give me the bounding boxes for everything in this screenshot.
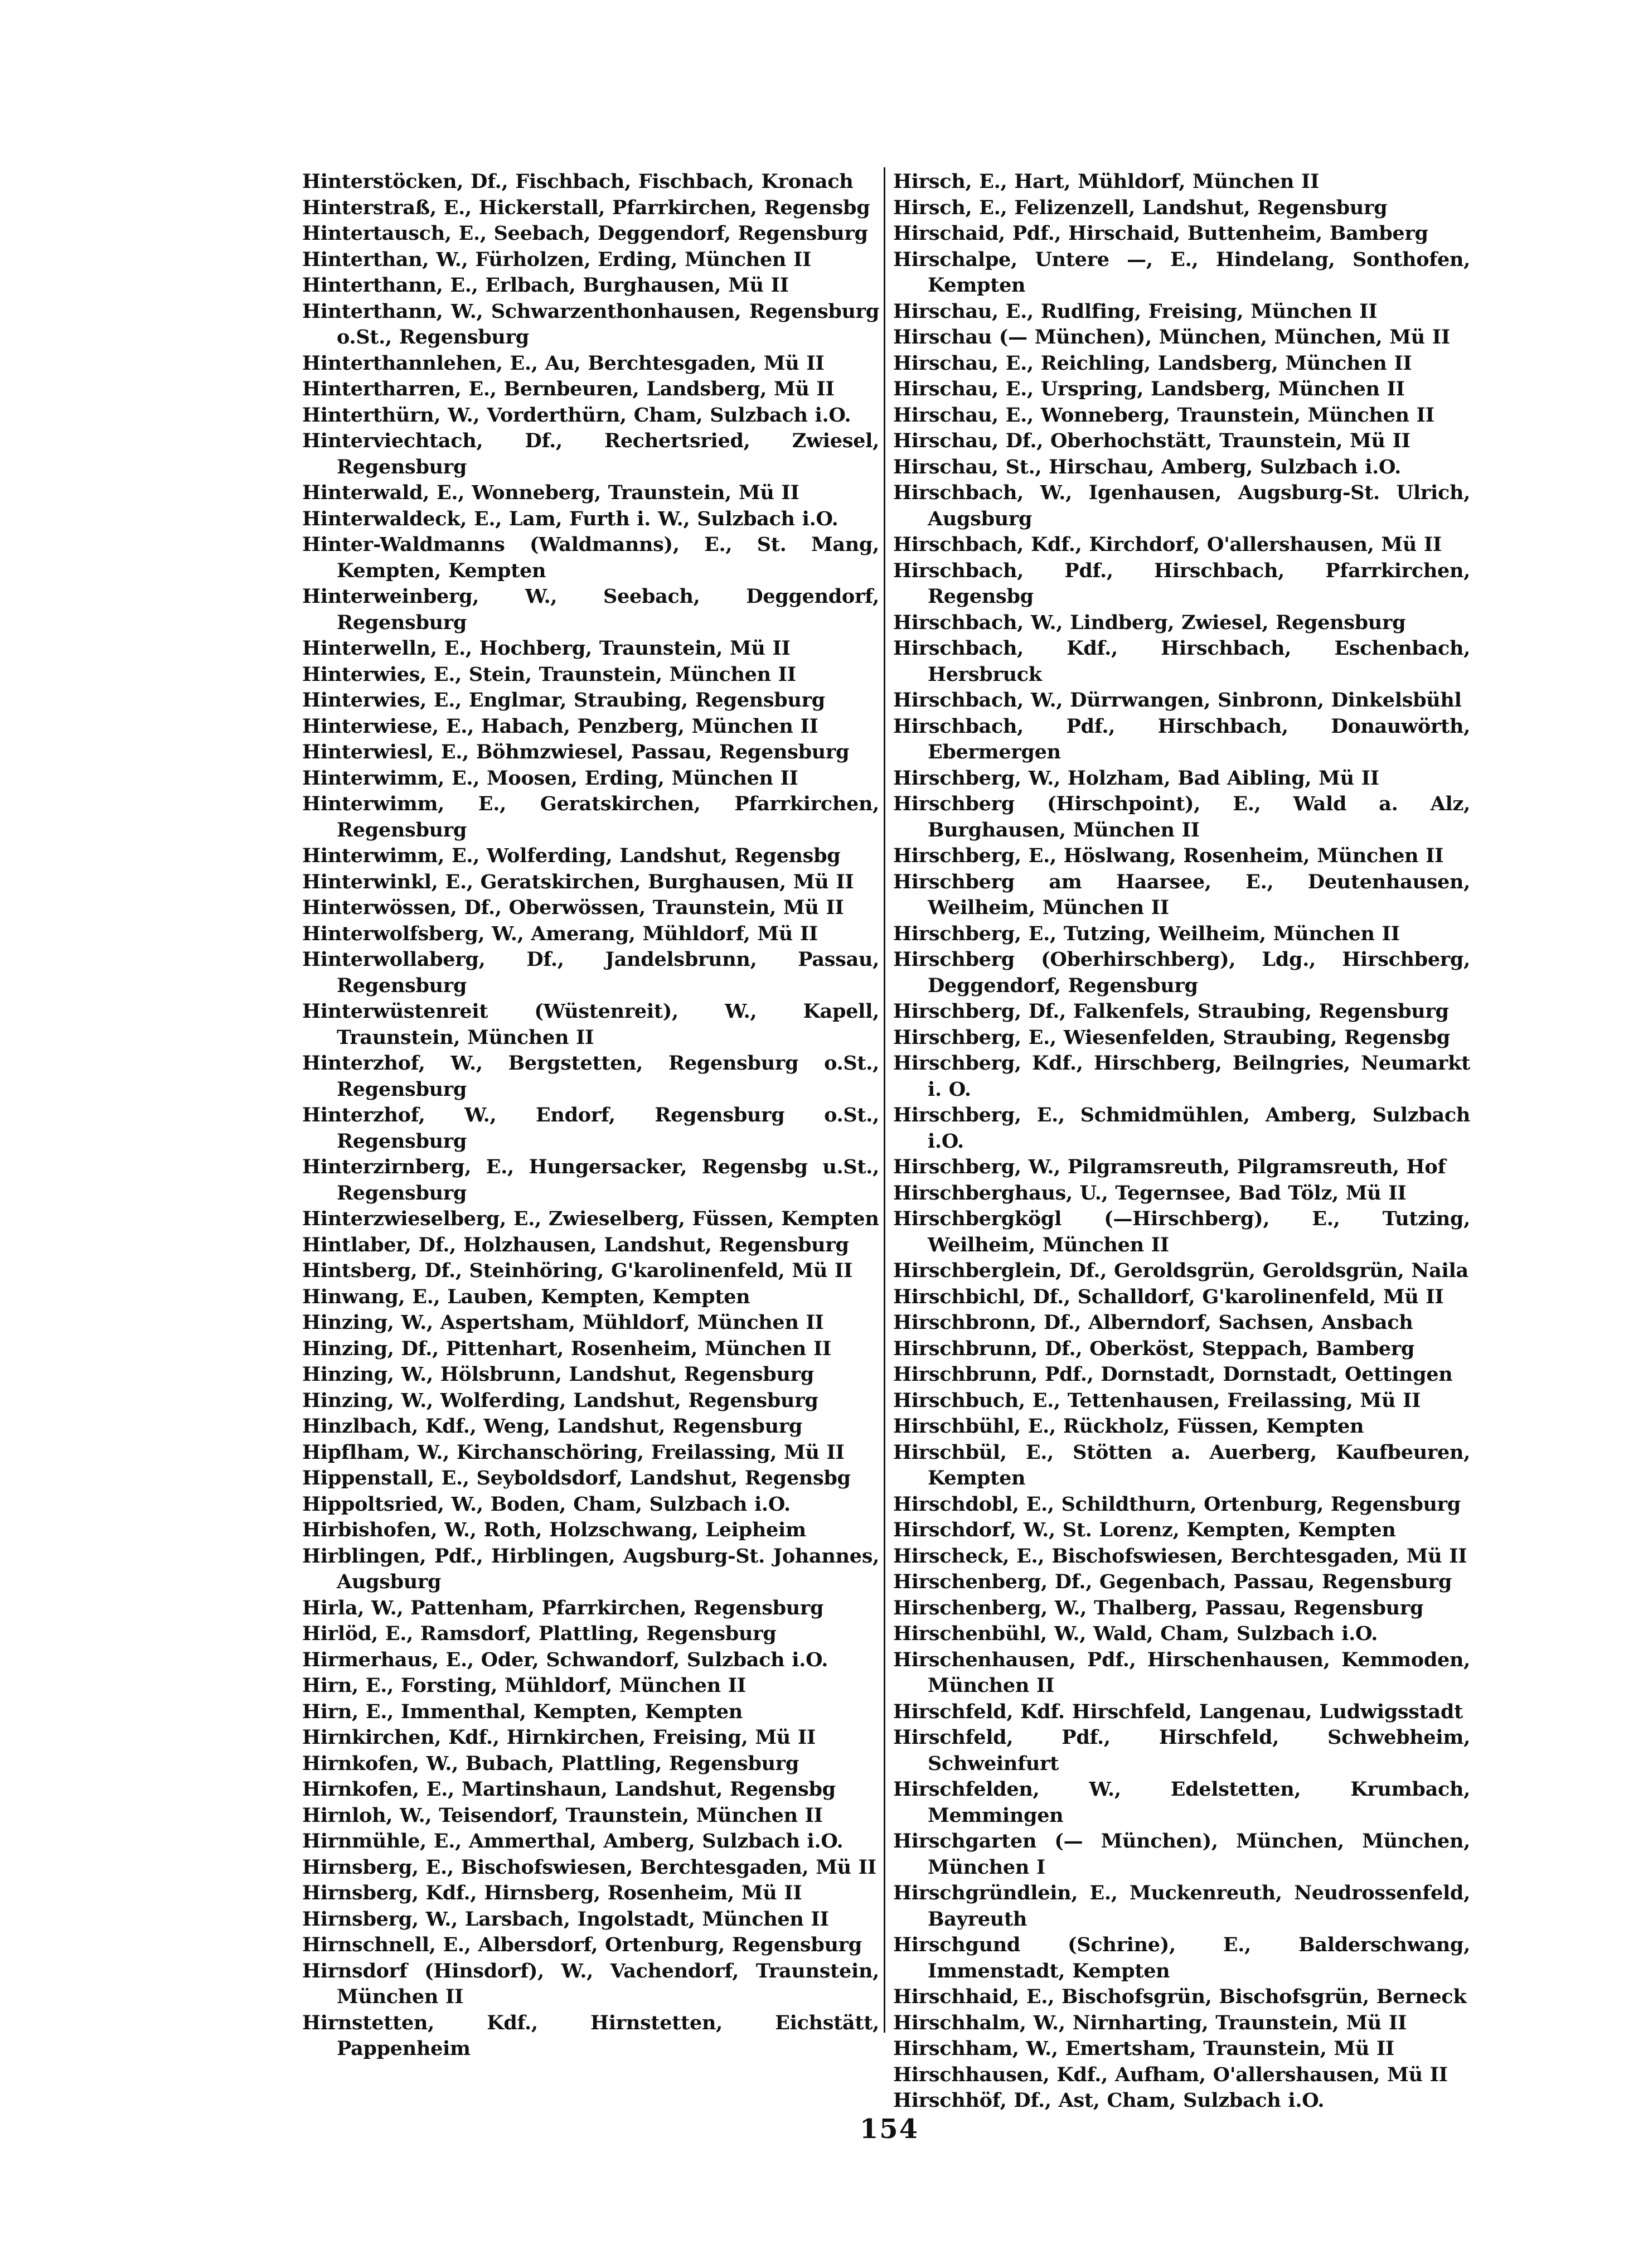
gazetteer-entry: Hirschau, St., Hirschau, Amberg, Sulzbach i.O. [893, 455, 1402, 478]
gazetteer-entry: Hinterzwieselberg, E., Zwieselberg, Füssen, Kempten [302, 1207, 879, 1230]
gazetteer-entry: Hirschdorf, W., St. Lorenz, Kempten, Kempten [893, 1519, 1396, 1541]
gazetteer-entry: Hirschgund (Schrine), E., Balderschwang, Immenstadt, Kempten [893, 1933, 1470, 1982]
gazetteer-entry: Hirnschnell, E., Albersdorf, Ortenburg, Regensburg [302, 1933, 862, 1956]
gazetteer-entry: Hirlöd, E., Ramsdorf, Plattling, Regensburg [302, 1622, 777, 1645]
gazetteer-entry: Hirschenhausen, Pdf., Hirschenhausen, Kemmoden, München II [893, 1648, 1470, 1697]
gazetteer-entry: Hirschau, E., Wonneberg, Traunstein, München II [893, 403, 1434, 427]
gazetteer-entry: Hirschberg, W., Pilgramsreuth, Pilgramsreuth, Hof [893, 1155, 1446, 1178]
gazetteer-entry: Hinterzirnberg, E., Hungersacker, Regensbg u.St., Regensburg [302, 1155, 879, 1205]
gazetteer-entry: Hinterwimm, E., Geratskirchen, Pfarrkirchen, Regensburg [302, 792, 879, 842]
gazetteer-entry: Hirschberg, E., Wiesenfelden, Straubing, Regensbg [893, 1026, 1450, 1049]
gazetteer-entry: Hipflham, W., Kirchanschöring, Freilassing, Mü II [302, 1440, 845, 1464]
gazetteer-entry: Hirnstetten, Kdf., Hirnstetten, Eichstätt, Pappenheim [302, 2011, 879, 2060]
gazetteer-entry: Hirn, E., Immenthal, Kempten, Kempten [302, 1700, 743, 1723]
gazetteer-entry: Hinterwüstenreit (Wüstenreit), W., Kapell, Traunstein, München II [302, 1000, 879, 1049]
gazetteer-entry: Hinterthürn, W., Vorderthürn, Cham, Sulzbach i.O. [302, 403, 851, 427]
gazetteer-entry: Hinzlbach, Kdf., Weng, Landshut, Regensburg [302, 1415, 803, 1438]
gazetteer-entry: Hirschbrunn, Pdf., Dornstadt, Dornstadt, Oettingen [893, 1363, 1453, 1386]
gazetteer-entry: Hirschau, E., Reichling, Landsberg, München II [893, 351, 1412, 375]
gazetteer-entry: Hirschbuch, E., Tettenhausen, Freilassing, Mü II [893, 1389, 1421, 1412]
gazetteer-entry: Hirschbichl, Df., Schalldorf, G'karolinenfeld, Mü II [893, 1285, 1444, 1308]
gazetteer-entry: Hirschenbühl, W., Wald, Cham, Sulzbach i.O. [893, 1622, 1378, 1645]
gazetteer-entry: Hirschbach, Pdf., Hirschbach, Pfarrkirchen, Regensbg [893, 559, 1470, 608]
gazetteer-entry: Hinterwies, E., Englmar, Straubing, Regensburg [302, 689, 825, 712]
gazetteer-entry: Hirschenberg, W., Thalberg, Passau, Regensburg [893, 1596, 1424, 1619]
gazetteer-entry: Hinzing, Df., Pittenhart, Rosenheim, München II [302, 1337, 831, 1360]
gazetteer-entry: Hirnsberg, E., Bischofswiesen, Berchtesgaden, Mü II [302, 1855, 876, 1879]
gazetteer-entry: Hirschberg, E., Schmidmühlen, Amberg, Sulzbach i.O. [893, 1104, 1470, 1153]
gazetteer-entry: Hirblingen, Pdf., Hirblingen, Augsburg-St. Johannes, Augsburg [302, 1544, 879, 1593]
gazetteer-entry: Hinterwimm, E., Moosen, Erding, München II [302, 766, 798, 790]
gazetteer-entry: Hirschhalm, W., Nirnharting, Traunstein, Mü II [893, 2011, 1407, 2034]
gazetteer-entry: Hinterstraß, E., Hickerstall, Pfarrkirchen, Regensbg [302, 196, 870, 219]
gazetteer-entry: Hirschberg, E., Tutzing, Weilheim, München II [893, 922, 1400, 945]
gazetteer-entry: Hirschberg (Hirschpoint), E., Wald a. Alz, Burghausen, München II [893, 792, 1470, 842]
gazetteer-entry: Hinterstöcken, Df., Fischbach, Fischbach, Kronach [302, 170, 854, 193]
gazetteer-entry: Hintlaber, Df., Holzhausen, Landshut, Regensburg [302, 1233, 849, 1256]
gazetteer-entry: Hirschberglein, Df., Geroldsgrün, Geroldsgrün, Naila [893, 1259, 1468, 1282]
gazetteer-entry: Hirschfeld, Pdf., Hirschfeld, Schwebheim, Schweinfurt [893, 1726, 1470, 1775]
gazetteer-entry: Hirnkofen, W., Bubach, Plattling, Regensburg [302, 1752, 799, 1775]
gazetteer-entry: Hirschbach, W., Lindberg, Zwiesel, Regensburg [893, 611, 1406, 634]
gazetteer-entry: Hinterviechtach, Df., Rechertsried, Zwiesel, Regensburg [302, 429, 879, 478]
gazetteer-entry: Hintertharren, E., Bernbeuren, Landsberg, Mü II [302, 378, 835, 400]
gazetteer-entry: Hinterweinberg, W., Seebach, Deggendorf, Regensburg [302, 585, 879, 634]
gazetteer-entry: Hirschau, Df., Oberhochstätt, Traunstein, Mü II [893, 429, 1411, 452]
gazetteer-entry: Hirschberg, E., Höslwang, Rosenheim, München II [893, 844, 1444, 867]
gazetteer-entry: Hinter-Waldmanns (Waldmanns), E., St. Mang, Kempten, Kempten [302, 533, 879, 582]
gazetteer-entry: Hinterwiese, E., Habach, Penzberg, München II [302, 714, 818, 738]
gazetteer-entry: Hirschberg, W., Holzham, Bad Aibling, Mü II [893, 766, 1379, 790]
column-divider-rule [884, 167, 885, 2033]
gazetteer-entry: Hirschbronn, Df., Alberndorf, Sachsen, Ansbach [893, 1311, 1413, 1334]
gazetteer-entry: Hintsberg, Df., Steinhöring, G'karolinenfeld, Mü II [302, 1259, 853, 1282]
gazetteer-entry: Hinterthann, E., Erlbach, Burghausen, Mü II [302, 274, 789, 297]
gazetteer-entry: Hirschbergkögl (—Hirschberg), E., Tutzing, Weilheim, München II [893, 1207, 1470, 1256]
left-column [302, 169, 879, 2062]
gazetteer-entry: Hinterwössen, Df., Oberwössen, Traunstein, Mü II [302, 896, 844, 919]
gazetteer-entry: Hirschenberg, Df., Gegenbach, Passau, Regensburg [893, 1570, 1452, 1593]
gazetteer-entry: Hirnkofen, E., Martinshaun, Landshut, Regensbg [302, 1778, 836, 1801]
gazetteer-entry: Hirschbach, Kdf., Kirchdorf, O'allershausen, Mü II [893, 533, 1442, 556]
gazetteer-entry: Hinzing, W., Aspertsham, Mühldorf, München II [302, 1311, 824, 1334]
gazetteer-entry: Hirschbach, Kdf., Hirschbach, Eschenbach, Hersbruck [893, 637, 1470, 686]
gazetteer-entry: Hinterwinkl, E., Geratskirchen, Burghausen, Mü II [302, 870, 854, 893]
gazetteer-entry: Hirschberg (Oberhirschberg), Ldg., Hirschberg, Deggendorf, Regensburg [893, 948, 1470, 997]
gazetteer-entry: Hinterwald, E., Wonneberg, Traunstein, Mü II [302, 481, 799, 504]
gazetteer-entry: Hirsch, E., Felizenzell, Landshut, Regensburg [893, 196, 1388, 219]
page-number: 154 [859, 2114, 919, 2145]
gazetteer-entry: Hirschbach, Pdf., Hirschbach, Donauwörth, Ebermergen [893, 714, 1470, 763]
gazetteer-entry: Hirschbach, W., Dürrwangen, Sinbronn, Dinkelsbühl [893, 689, 1462, 712]
gazetteer-entry: Hirschhaid, E., Bischofsgrün, Bischofsgrün, Berneck [893, 1985, 1467, 2008]
gazetteer-entry: Hirschgarten (— München), München, München, München I [893, 1830, 1470, 1879]
gazetteer-entry: Hirschaid, Pdf., Hirschaid, Buttenheim, Bamberg [893, 222, 1428, 245]
gazetteer-entry: Hirnsberg, W., Larsbach, Ingolstadt, München II [302, 1907, 829, 1931]
gazetteer-entry: Hinwang, E., Lauben, Kempten, Kempten [302, 1285, 750, 1308]
gazetteer-entry: Hirschberg, Kdf., Hirschberg, Beilngries, Neumarkt i. O. [893, 1052, 1470, 1101]
gazetteer-entry: Hinzing, W., Hölsbrunn, Landshut, Regensburg [302, 1363, 814, 1386]
gazetteer-entry: Hirschau (— München), München, München, Mü II [893, 326, 1450, 349]
gazetteer-entry: Hinterwiesl, E., Böhmzwiesel, Passau, Regensburg [302, 741, 850, 763]
gazetteer-entry: Hirschhöf, Df., Ast, Cham, Sulzbach i.O. [893, 2089, 1325, 2112]
gazetteer-entry: Hirla, W., Pattenham, Pfarrkirchen, Regensburg [302, 1596, 824, 1619]
gazetteer-entry: Hirmerhaus, E., Oder, Schwandorf, Sulzbach i.O. [302, 1648, 828, 1671]
gazetteer-entry: Hirschgründlein, E., Muckenreuth, Neudrossenfeld, Bayreuth [893, 1882, 1470, 1931]
gazetteer-entry: Hirsch, E., Hart, Mühldorf, München II [893, 170, 1320, 193]
gazetteer-entry: Hinterthann, W., Schwarzenthonhausen, Regensburg o.St., Regensburg [302, 299, 879, 349]
gazetteer-entry: Hirn, E., Forsting, Mühldorf, München II [302, 1674, 746, 1697]
gazetteer-entry: Hirschau, E., Urspring, Landsberg, München II [893, 378, 1405, 400]
gazetteer-entry: Hirbishofen, W., Roth, Holzschwang, Leipheim [302, 1519, 806, 1541]
gazetteer-entry: Hirscheck, E., Bischofswiesen, Berchtesgaden, Mü II [893, 1544, 1467, 1568]
gazetteer-entry: Hinterwollaberg, Df., Jandelsbrunn, Passau, Regensburg [302, 948, 879, 997]
gazetteer-entry: Hirschberg am Haarsee, E., Deutenhausen, Weilheim, München II [893, 870, 1470, 919]
gazetteer-entry: Hirschbrunn, Df., Oberköst, Steppach, Bamberg [893, 1337, 1415, 1360]
gazetteer-entry: Hirschbühl, E., Rückholz, Füssen, Kempten [893, 1415, 1364, 1438]
gazetteer-entry: Hirschberghaus, U., Tegernsee, Bad Tölz, Mü II [893, 1181, 1407, 1205]
gazetteer-entry: Hirnloh, W., Teisendorf, Traunstein, München II [302, 1803, 823, 1827]
gazetteer-entry: Hinzing, W., Wolferding, Landshut, Regensburg [302, 1389, 818, 1412]
gazetteer-entry: Hirschalpe, Untere —, E., Hindelang, Sonthofen, Kempten [893, 248, 1470, 297]
gazetteer-entry: Hinterthannlehen, E., Au, Berchtesgaden, Mü II [302, 351, 825, 375]
gazetteer-entry: Hirschfelden, W., Edelstetten, Krumbach, Memmingen [893, 1778, 1470, 1827]
gazetteer-entry: Hinterwies, E., Stein, Traunstein, München II [302, 662, 796, 686]
gazetteer-entry: Hirschbül, E., Stötten a. Auerberg, Kaufbeuren, Kempten [893, 1440, 1470, 1490]
gazetteer-entry: Hinterzhof, W., Bergstetten, Regensburg o.St., Regensburg [302, 1052, 879, 1101]
gazetteer-entry: Hinterwelln, E., Hochberg, Traunstein, Mü II [302, 637, 791, 660]
gazetteer-entry: Hirschberg, Df., Falkenfels, Straubing, Regensburg [893, 1000, 1449, 1023]
gazetteer-entry: Hirschbach, W., Igenhausen, Augsburg-St. Ulrich, Augsburg [893, 481, 1470, 530]
gazetteer-entry: Hinterzhof, W., Endorf, Regensburg o.St., Regensburg [302, 1104, 879, 1153]
gazetteer-entry: Hintertausch, E., Seebach, Deggendorf, Regensburg [302, 222, 868, 245]
gazetteer-entry: Hirschfeld, Kdf. Hirschfeld, Langenau, Ludwigsstadt [893, 1700, 1463, 1723]
gazetteer-entry: Hinterwaldeck, E., Lam, Furth i. W., Sulzbach i.O. [302, 507, 838, 530]
gazetteer-entry: Hirnkirchen, Kdf., Hirnkirchen, Freising, Mü II [302, 1726, 816, 1749]
gazetteer-entry: Hinterwimm, E., Wolferding, Landshut, Regensbg [302, 844, 841, 867]
gazetteer-entry: Hirschau, E., Rudlfing, Freising, München II [893, 299, 1378, 323]
gazetteer-entry: Hinterwolfsberg, W., Amerang, Mühldorf, Mü II [302, 922, 818, 945]
right-column [893, 169, 1470, 2114]
gazetteer-entry: Hippoltsried, W., Boden, Cham, Sulzbach i.O. [302, 1492, 791, 1516]
gazetteer-entry: Hirschdobl, E., Schildthurn, Ortenburg, Regensburg [893, 1492, 1461, 1516]
gazetteer-entry: Hirschhausen, Kdf., Aufham, O'allershausen, Mü II [893, 2063, 1448, 2086]
gazetteer-entry: Hirschham, W., Emertsham, Traunstein, Mü II [893, 2037, 1395, 2060]
gazetteer-entry: Hirnsberg, Kdf., Hirnsberg, Rosenheim, Mü II [302, 1882, 802, 1904]
gazetteer-entry: Hirnmühle, E., Ammerthal, Amberg, Sulzbach i.O. [302, 1830, 844, 1853]
gazetteer-entry: Hinterthan, W., Fürholzen, Erding, München II [302, 248, 812, 271]
gazetteer-entry: Hippenstall, E., Seyboldsdorf, Landshut, Regensbg [302, 1467, 851, 1490]
gazetteer-entry: Hirnsdorf (Hinsdorf), W., Vachendorf, Traunstein, München II [302, 1959, 879, 2008]
